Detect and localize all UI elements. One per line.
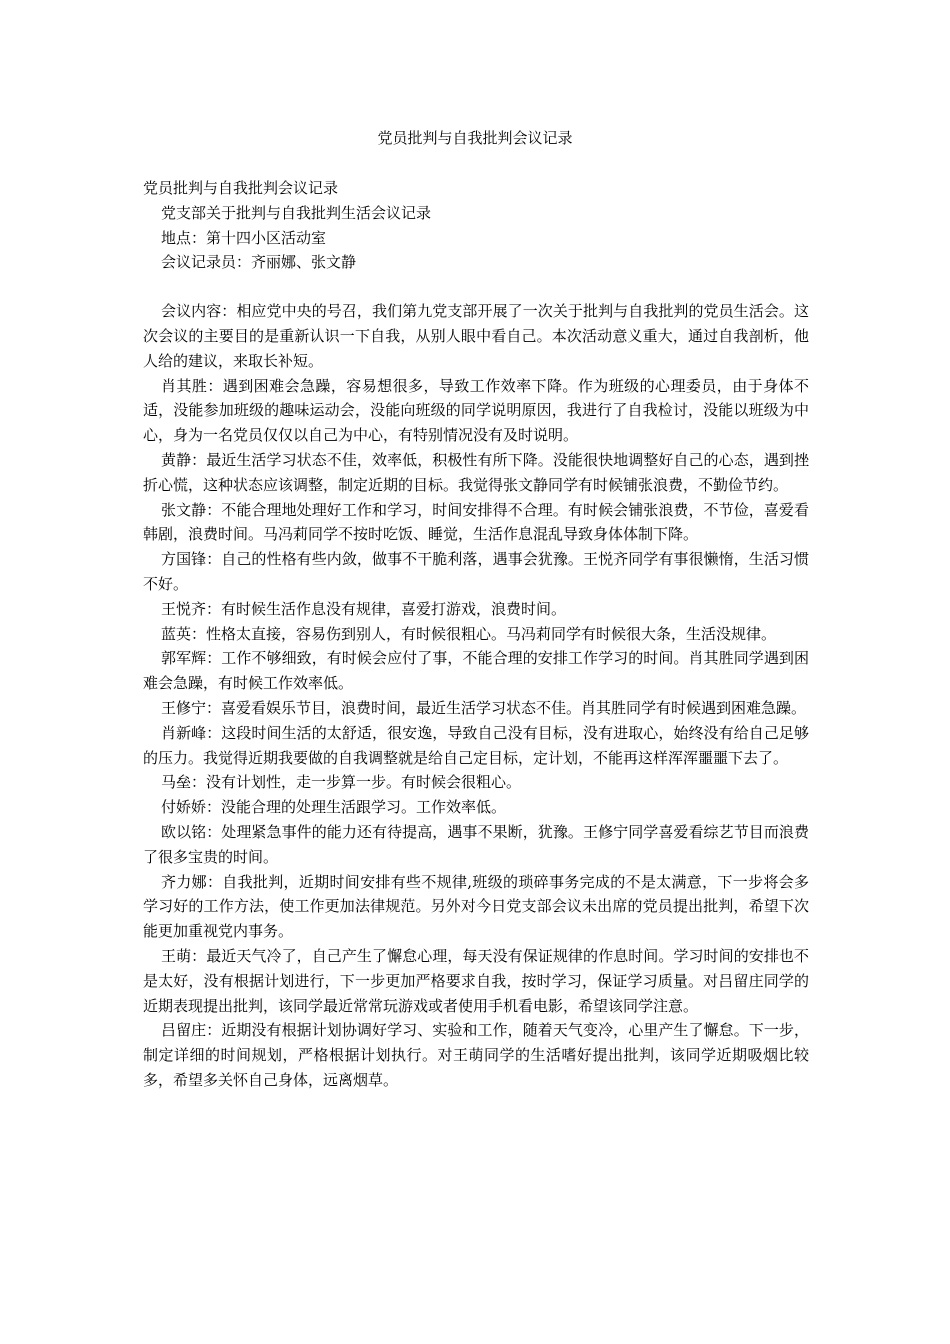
paragraph-speaker: 王萌：最近天气冷了，自己产生了懈怠心理，每天没有保证规律的作息时间。学习时间的安排也不是太好，没有根据计划进行，下一步更加严格要求自我，按时学习，保证学习质量。对吕留庄同学的近期表现提出批判，该同学最近常常玩游戏或者使用手机看电影，希望该同学注意。	[143, 946, 809, 1015]
blank-line	[143, 275, 809, 299]
paragraph-speaker: 付娇娇：没能合理的处理生活跟学习。工作效率低。	[161, 798, 507, 817]
document-body	[143, 176, 809, 1093]
paragraph-speaker: 齐力娜：自我批判，近期时间安排有些不规律,班级的琐碎事务完成的不是太满意，下一步将会多学习好的工作方法，使工作更加法律规范。另外对今日党支部会议未出席的党员提出批判，希望下次能更加重视党内事务。	[143, 872, 809, 941]
paragraph-speaker: 欧以铭：处理紧急事件的能力还有待提高，遇事不果断，犹豫。王修宁同学喜爱看综艺节目而浪费了很多宝贵的时间。	[143, 822, 809, 866]
paragraph-speaker: 王修宁：喜爱看娱乐节目，浪费时间，最近生活学习状态不佳。肖其胜同学有时候遇到困难急躁。	[161, 698, 807, 717]
paragraph-speaker: 方国锋：自己的性格有些内敛，做事不干脆利落，遇事会犹豫。王悦齐同学有事很懒惰，生活习惯不好。	[143, 550, 809, 593]
paragraph-speaker: 吕留庄：近期没有根据计划协调好学习、实验和工作，随着天气变冷，心里产生了懈怠。下一步，制定详细的时间规划，严格根据计划执行。对王萌同学的生活嗜好提出批判，该同学近期吸烟比较多，希望多关怀自己身体，远离烟草。	[143, 1021, 809, 1089]
paragraph-speaker: 肖新峰：这段时间生活的太舒适，很安逸，导致自己没有目标，没有进取心，始终没有给自己足够的压力。我觉得近期我要做的自我调整就是给自己定目标，定计划，不能再这样浑浑噩噩下去了。	[143, 723, 809, 767]
header-line: 党支部关于批判与自我批判生活会议记录	[161, 203, 432, 222]
paragraph-meeting-content: 会议内容：相应党中央的号召，我们第九党支部开展了一次关于批判与自我批判的党员生活会。这次会议的主要目的是重新认识一下自我，从别人眼中看自己。本次活动意义重大，通过自我剖析，他人给的建议，来取长补短。	[143, 302, 809, 370]
header-line: 会议记录员：齐丽娜、张文静	[161, 253, 357, 272]
paragraph-speaker: 张文静：不能合理地处理好工作和学习，时间安排得不合理。有时候会铺张浪费，不节俭，喜爱看韩剧，浪费时间。马冯莉同学不按时吃饭、睡觉，生活作息混乱导致身体体制下降。	[143, 500, 809, 544]
paragraph-speaker: 蓝英：性格太直接，容易伤到别人，有时候很粗心。马冯莉同学有时候很大条，生活没规律。	[161, 624, 777, 643]
paragraph-speaker: 王悦齐：有时候生活作息没有规律，喜爱打游戏，浪费时间。	[161, 599, 567, 618]
paragraph-speaker: 郭军辉：工作不够细致，有时候会应付了事，不能合理的安排工作学习的时间。肖其胜同学遇到困难会急躁，有时候工作效率低。	[143, 649, 809, 693]
paragraph-speaker: 黄静：最近生活学习状态不佳，效率低，积极性有所下降。没能很快地调整好自己的心态，遇到挫折心慌，这种状态应该调整，制定近期的目标。我觉得张文静同学有时候铺张浪费，不勤俭节约。	[143, 450, 809, 494]
document-title: 党员批判与自我批判会议记录	[377, 129, 573, 147]
header-line: 地点：第十四小区活动室	[161, 228, 327, 247]
header-line: 党员批判与自我批判会议记录	[143, 179, 339, 197]
paragraph-speaker: 马垒：没有计划性，走一步算一步。有时候会很粗心。	[161, 773, 522, 792]
paragraph-speaker: 肖其胜：遇到困难会急躁，容易想很多，导致工作效率下降。作为班级的心理委员，由于身体不适，没能参加班级的趣味运动会，没能向班级的同学说明原因，我进行了自我检讨，没能以班级为中心，身为一名党员仅仅以自己为中心，有特别情况没有及时说明。	[143, 376, 809, 445]
